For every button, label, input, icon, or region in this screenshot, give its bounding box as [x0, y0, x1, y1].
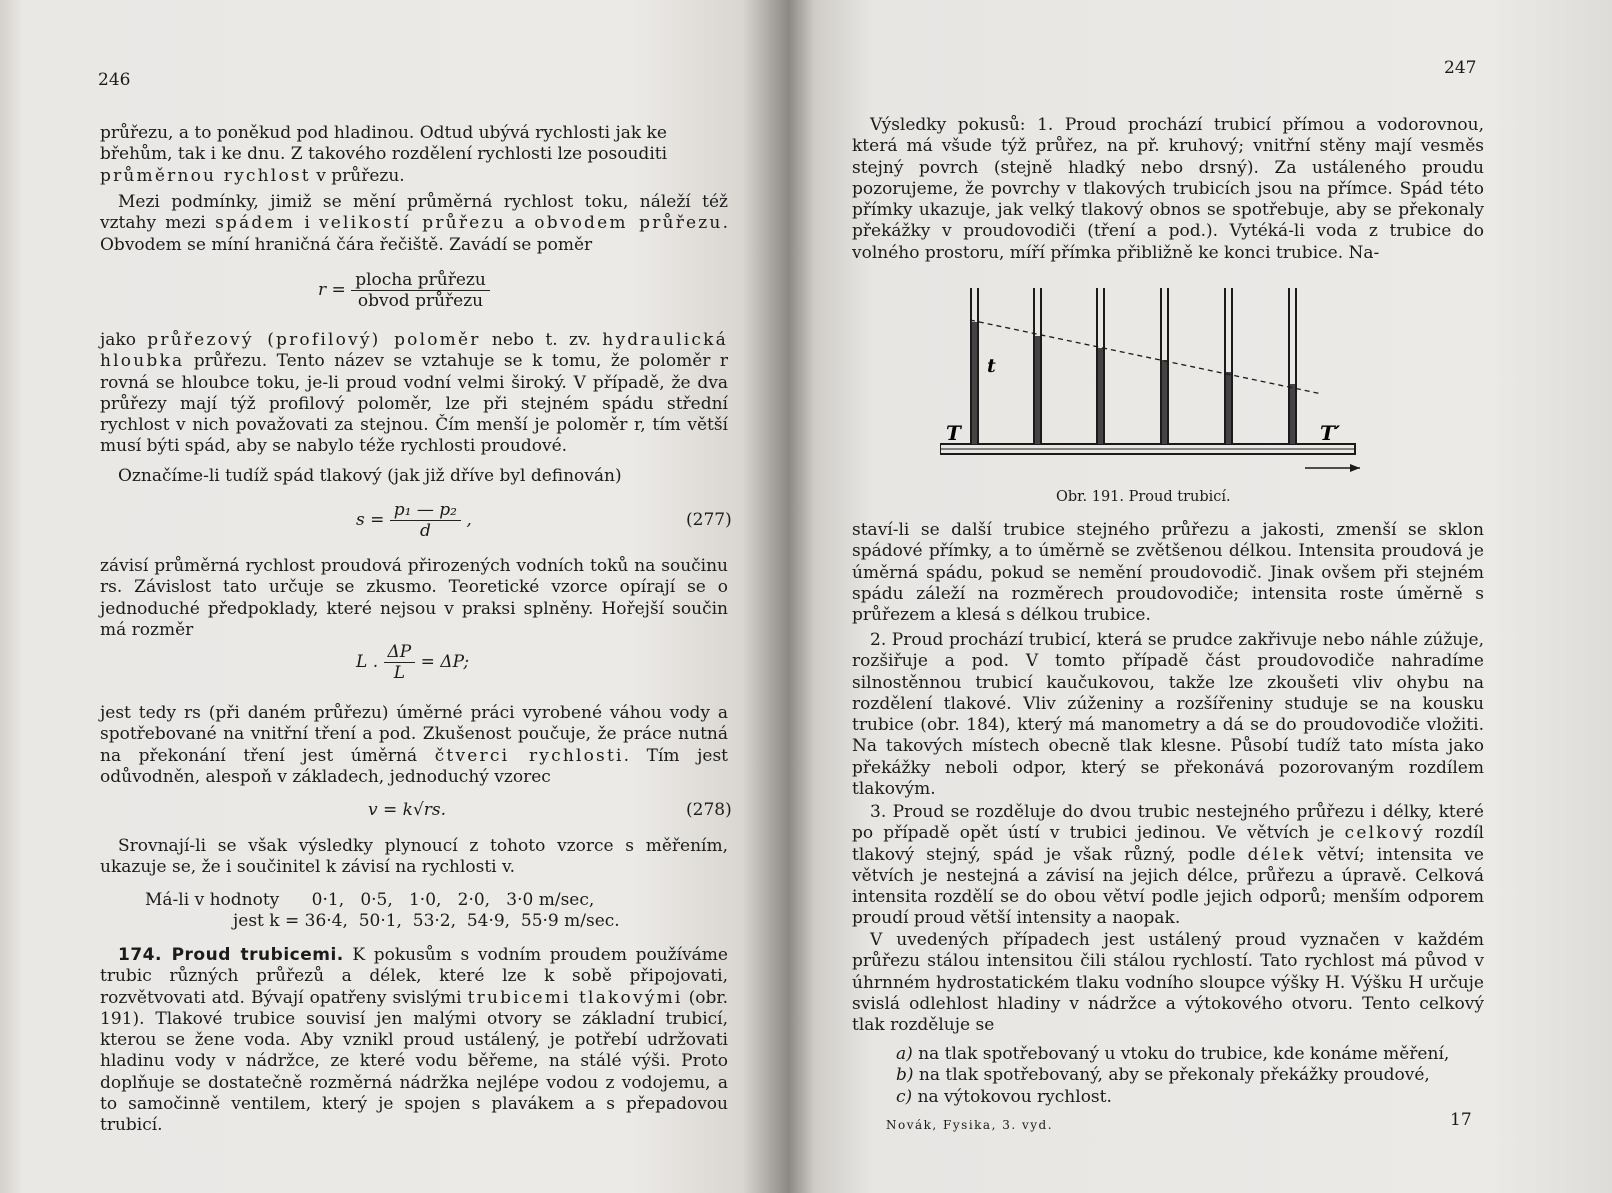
values-row-v: Má-li v hodnoty 0·1, 0·5, 1·0, 2·0, 3·0 m/sec, [145, 890, 595, 910]
para-r4-spaced-2: délek [1247, 844, 1306, 865]
para8-pre: K pokusům s vodním proudem používáme trubic různých průřezů a délek, které lze k sobě připojovati, rozvětvovati atd. Bývají opatřeny svislými [100, 945, 728, 1008]
footer-signature: Novák, Fysika, 3. vyd. [886, 1118, 1054, 1132]
paragraph-6 [100, 703, 728, 788]
formula-s-tail: , [466, 510, 472, 530]
water-col-1 [972, 322, 977, 444]
para6-post: . Tím jest odůvodněn, alespoň v základech, jednoduchý vzorec [100, 745, 729, 787]
para1-line-1: průřezu, a to poněkud pod hladinou. Odtud ubývá rychlosti jak ke [100, 123, 667, 143]
paragraph-1 [100, 123, 728, 187]
formula-r-denominator: obvod průřezu [357, 291, 484, 311]
paragraph-8 [100, 945, 728, 1137]
para1-line-3 [100, 166, 728, 187]
paragraph-7: Srovnají-li se však výsledky plynoucí z tohoto vzorce s měřením, ukazuje se, že i součinitel k závisí na rychlosti v. [100, 836, 728, 878]
para-r4-pre: 3. Proud se rozděluje do dvou trubic nestejného průřezu i délky, které po případě opět ústí v trubici jedinou. Ve větvích je [852, 802, 1484, 844]
para2-spaced-1: spádem [215, 213, 296, 234]
formula-L-rhs: = ΔP; [420, 652, 470, 672]
paragraph-4: Označíme-li tudíž spád tlakový (jak již dříve byl definován) [118, 466, 622, 486]
left-page [0, 0, 790, 1193]
para3-post: průřezu. Tento název se vztahuje se k tomu, že poloměr r rovná se hloubce toku, je-li proud vodní velmi široký. V případě, že dva průřezy mají týž profilový poloměr, lze při stejném spádu střední rychlost v nich považovati za stejnou. Čím menší je poloměr r, tím větší musí býti spád, aby se nabylo téže rychlosti proudové. [100, 351, 728, 457]
formula-s-lhs: s = [356, 510, 385, 530]
water-columns [972, 322, 1295, 444]
para2-spaced-2: velikostí průřezu [318, 213, 506, 234]
water-col-5 [1226, 372, 1231, 444]
water-col-6 [1290, 384, 1295, 444]
figure-label-T: T [946, 421, 961, 445]
water-col-4 [1162, 360, 1167, 444]
formula-r [318, 270, 490, 311]
para3-pre: jako [100, 330, 148, 350]
equation-number-278: (278) [686, 800, 732, 820]
para2-mid: i [295, 213, 319, 234]
formula-s [356, 500, 472, 541]
formula-s-fraction [390, 500, 461, 541]
list-item-a [896, 1044, 1484, 1065]
formula-r-numerator: plocha průřezu [351, 270, 490, 291]
para3-mid: nebo t. zv. [480, 330, 603, 350]
formula-r-lhs: r = [318, 280, 346, 300]
water-col-2 [1035, 336, 1040, 444]
formula-L [356, 642, 469, 683]
page-number-right: 247 [1444, 58, 1477, 78]
paragraph-r5: V uvedených případech jest ustálený proud vyznačen v každém průřezu stálou intensitou čili stálou rychlostí. Tato rychlost má původ v úhrnném hydrostatickém tlaku vodního sloupce výšky H. Výšku H určuje svislá odlehlost hladiny v nádržce a výtokového otvoru. Tento celkový tlak rozděluje se [852, 930, 1484, 1036]
formula-L-fraction [384, 642, 416, 683]
list-item-b [896, 1065, 1484, 1086]
page-number-left: 246 [98, 70, 131, 90]
para-r4-mid: rozdíl tlakový stejný, spád je však různý, podle [852, 823, 1484, 865]
para-r4-post: větví; intensita ve větvích je nestejná a závisí na jejich délce, průřezu a úpravě. Celková intensita rozdělí se do obou větví podle jejich odporů; menším odporem proudí proud větší intensity a naopak. [852, 844, 1484, 929]
para-r4-spaced-1: celkový [1344, 823, 1425, 844]
para2-spaced-3: obvodem průřezu [534, 213, 723, 234]
right-page [790, 0, 1612, 1193]
flow-arrow-head [1350, 464, 1360, 472]
formula-s-denominator: d [419, 521, 431, 541]
paragraph-r4 [852, 802, 1484, 930]
para6-pre: jest tedy rs (při daném průřezu) úměrné práci vyrobené váhou vody a spotřebované na vnitřní tření a pod. Zkušenost poučuje, že práce nutná na překonání tření jest úměrná [100, 703, 728, 766]
para1-spaced: průměrnou rychlost [100, 165, 311, 186]
water-col-3 [1098, 348, 1103, 444]
list-mark-a: a) [896, 1044, 913, 1064]
list-items [896, 1044, 1484, 1108]
pressure-tubes [971, 288, 1296, 444]
para3-spaced-1: průřezový (profilový) poloměr [147, 330, 481, 350]
formula-v: v = k√rs. [368, 800, 447, 820]
figure-caption: Obr. 191. Proud trubicí. [1056, 489, 1231, 505]
para2-pre: Mezi podmínky, jimiž se mění průměrná rychlost toku, náleží též vztahy mezi [100, 192, 728, 234]
formula-L-denominator: L [393, 663, 406, 683]
paragraph-5: závisí průměrná rychlost proudová přirozených vodních toků na součinu rs. Závislost tato určuje se zkusmo. Teoretické vzorce opírají se o jednoduché předpoklady, které nejsou v praksi splněny. Hořejší součin má rozměr [100, 556, 728, 640]
paragraph-r3: 2. Proud prochází trubicí, která se prudce zakřivuje nebo náhle zúžuje, rozšiřuje a pod. V tomto případě část proudovodiče nahradíme silnostěnnou trubicí kaučukovou, takže lze zkoušeti vliv ohybu na rozdělení tlakové. Vliv zúženiny a rozšířeniny studuje se na kousku trubice (obr. 184), který má manometry a dá se do proudovodiče vložiti. Na takových místech obecně tlak klesne. Působí tudíž tato místa jako překážky neboli odpor, který se překonává pozorovaným rozdílem tlakovým. [852, 630, 1484, 800]
para2-post: . Obvodem se míní hraničná čára řečiště. Zavádí se poměr [100, 213, 728, 255]
para8-spaced: trubicemi tlakovými [467, 987, 683, 1008]
para8-post: (obr. 191). Tlakové trubice souvisí jen malými otvory se základní trubicí, kterou se žene voda. Aby vznikl proud ustálený, je potřebí udržovati hladinu vody v nádržce, ze které vodu běřeme, na stálé výši. Proto doplňuje se dostatečně rozměrná nádržka nejlépe vodou z vodojemu, a to samočinně ventilem, který je spojen s plavákem a s přepadovou trubicí. [100, 987, 728, 1136]
paragraph-r2: staví-li se další trubice stejného průřezu a jakosti, zmenší se sklon spádové přímky, a to úměrně se zvětšenou délkou. Intensita proudová je úměrná spádu, pokud se nemění proudovodič. Jinak ovšem při stejném spádu záleží na rozměrech proudovodiče; intensita roste úměrně s průřezem a klesá s délkou trubice. [852, 520, 1484, 626]
figure-label-t: t [987, 355, 996, 377]
figure-191-diagram [940, 282, 1380, 482]
formula-L-lhs: L . [356, 652, 379, 672]
formula-s-numerator: p₁ — p₂ [390, 500, 461, 521]
para1-tail: v průřezu. [310, 165, 405, 186]
formula-L-numerator: ΔP [384, 642, 416, 663]
list-mark-c: c) [896, 1086, 913, 1107]
list-mark-b: b) [896, 1065, 914, 1086]
list-text-c: na výtokovou rychlost. [917, 1086, 1112, 1107]
pressure-gradient-line [970, 320, 1322, 394]
equation-number-277: (277) [686, 510, 732, 530]
list-text-b: na tlak spotřebovaný, aby se překonaly překážky proudové, [918, 1065, 1430, 1086]
values-row-k: jest k = 36·4, 50·1, 53·2, 54·9, 55·9 m/sec. [233, 911, 620, 931]
paragraph-3 [100, 330, 728, 458]
paragraph-2 [100, 192, 728, 256]
para1-line-2: břehům, tak i ke dnu. Z takového rozdělení rychlosti lze posouditi [100, 144, 668, 165]
list-text-a: na tlak spotřebovaný u vtoku do trubice, kde konáme měření, [918, 1044, 1450, 1064]
paragraph-r1: Výsledky pokusů: 1. Proud prochází trubicí přímou a vodorovnou, která má všude týž průřez, na př. kruhový; vnitřní stěny mají vesměs stejný povrch (stejně hladký nebo drsný). Za ustáleného proudu pozorujeme, že povrchy v tlakových trubicích jsou na přímce. Spád této přímky ukazuje, jak velký tlakový obnos se spotřebuje, aby se překonaly překážky v proudovodiči (tření a pod.). Vytéká-li voda z trubice do volného prostoru, míří přímka přibližně ke konci trubice. Na- [852, 115, 1484, 263]
list-item-c [896, 1087, 1484, 1108]
figure-label-T-prime: T′ [1320, 421, 1341, 445]
formula-r-fraction [351, 270, 490, 311]
para6-spaced: čtverci rychlosti [434, 745, 624, 766]
para2-mid2: a [505, 213, 535, 234]
values-table [145, 890, 620, 932]
footer-sheet-number: 17 [1450, 1110, 1472, 1130]
section-heading-174: 174. Proud trubicemi. [118, 945, 344, 965]
para3-spaced-2: hydraulická hloubka [100, 330, 728, 372]
